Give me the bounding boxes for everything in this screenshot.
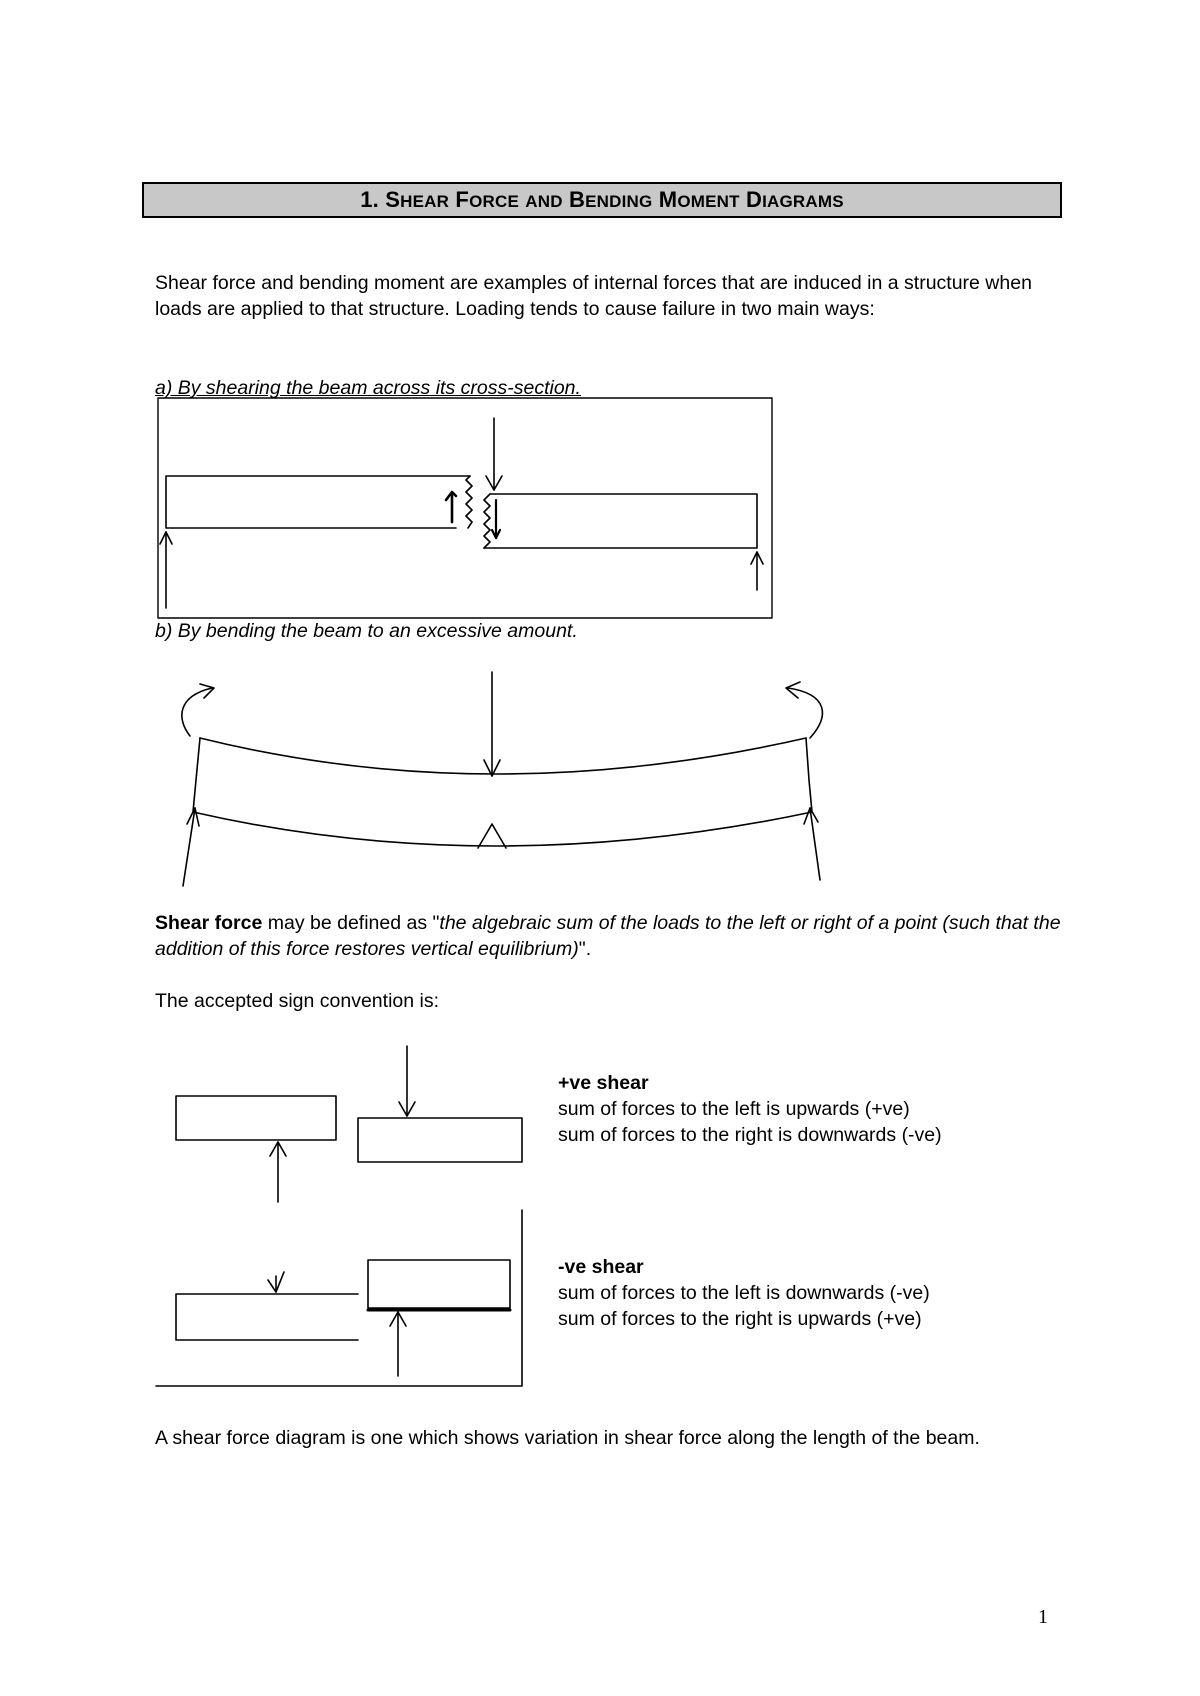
caption-bending: b) By bending the beam to an excessive amount. — [155, 620, 578, 642]
beam-left-end — [193, 738, 200, 812]
up-arrow-icon — [160, 532, 172, 608]
positive-left-segment — [176, 1096, 336, 1140]
title-word-2: FORCE — [455, 187, 519, 212]
up-arrow-icon — [446, 492, 456, 522]
definition-term: Shear force — [155, 912, 263, 934]
down-arrow-icon — [399, 1046, 415, 1116]
closing-paragraph: A shear force diagram is one which shows variation in shear force along the length of the beam. — [155, 1427, 980, 1449]
negative-shear-line-2: sum of forces to the right is upwards (+ve) — [558, 1308, 922, 1330]
title-word-3: AND — [525, 192, 563, 211]
negative-shear-line-1: sum of forces to the left is downwards (-ve) — [558, 1282, 930, 1304]
negative-shear-diagram — [156, 1210, 522, 1386]
beam-right-end — [806, 738, 812, 812]
up-arrow-icon — [751, 552, 763, 590]
sign-convention-intro: The accepted sign convention is: — [155, 990, 440, 1012]
down-arrow-icon — [486, 418, 502, 490]
negative-shear-title: -ve shear — [558, 1256, 644, 1278]
moment-arrow-icon — [786, 682, 822, 738]
up-arrow-icon — [390, 1312, 406, 1376]
negative-right-segment — [368, 1260, 510, 1308]
page-number: 1 — [1038, 1606, 1048, 1628]
up-arrow-icon — [270, 1142, 286, 1202]
positive-shear-diagram — [176, 1046, 522, 1202]
up-arrow-icon — [804, 808, 820, 880]
positive-shear-line-1: sum of forces to the left is upwards (+ve) — [558, 1098, 910, 1120]
title-word-5: MOMENT — [658, 187, 740, 212]
left-beam-segment — [166, 476, 470, 528]
title-number: 1. — [360, 187, 379, 212]
shear-break-left — [466, 476, 472, 528]
negative-diagram-frame — [156, 1210, 522, 1386]
definition-lead: may be defined as " — [262, 912, 440, 934]
support-triangle-icon — [478, 824, 506, 848]
definition-close: ". — [578, 938, 592, 960]
positive-shear-title: +ve shear — [558, 1072, 649, 1094]
bending-diagram — [182, 672, 823, 886]
shearing-diagram-frame — [158, 398, 772, 618]
definition-quote: the algebraic sum of the loads to the left or right of a point (such that the addition of this force restores vertical equilibrium) — [155, 912, 1061, 960]
title-word-6: DIAGRAMS — [746, 187, 844, 212]
up-arrow-icon — [183, 808, 199, 886]
down-arrow-icon — [484, 672, 500, 776]
positive-shear-line-2: sum of forces to the right is downwards (-ve) — [558, 1124, 942, 1146]
negative-left-segment — [176, 1294, 358, 1340]
down-arrow-icon — [492, 500, 500, 538]
title-word-4: BENDING — [569, 187, 653, 212]
right-beam-segment — [484, 494, 757, 548]
moment-arrow-icon — [182, 684, 214, 736]
beam-top-curve — [200, 738, 806, 774]
down-arrow-icon — [268, 1272, 284, 1292]
positive-right-segment — [358, 1118, 522, 1162]
title-word-1: SHEAR — [385, 187, 450, 212]
caption-shearing: a) By shearing the beam across its cross-section. — [155, 377, 581, 399]
shearing-diagram — [158, 398, 772, 618]
shear-break-right — [484, 494, 490, 548]
intro-paragraph: Shear force and bending moment are examples of internal forces that are induced in a structure when loads are applied to that structure. Loading tends to cause failure in two main ways: — [155, 272, 1032, 320]
